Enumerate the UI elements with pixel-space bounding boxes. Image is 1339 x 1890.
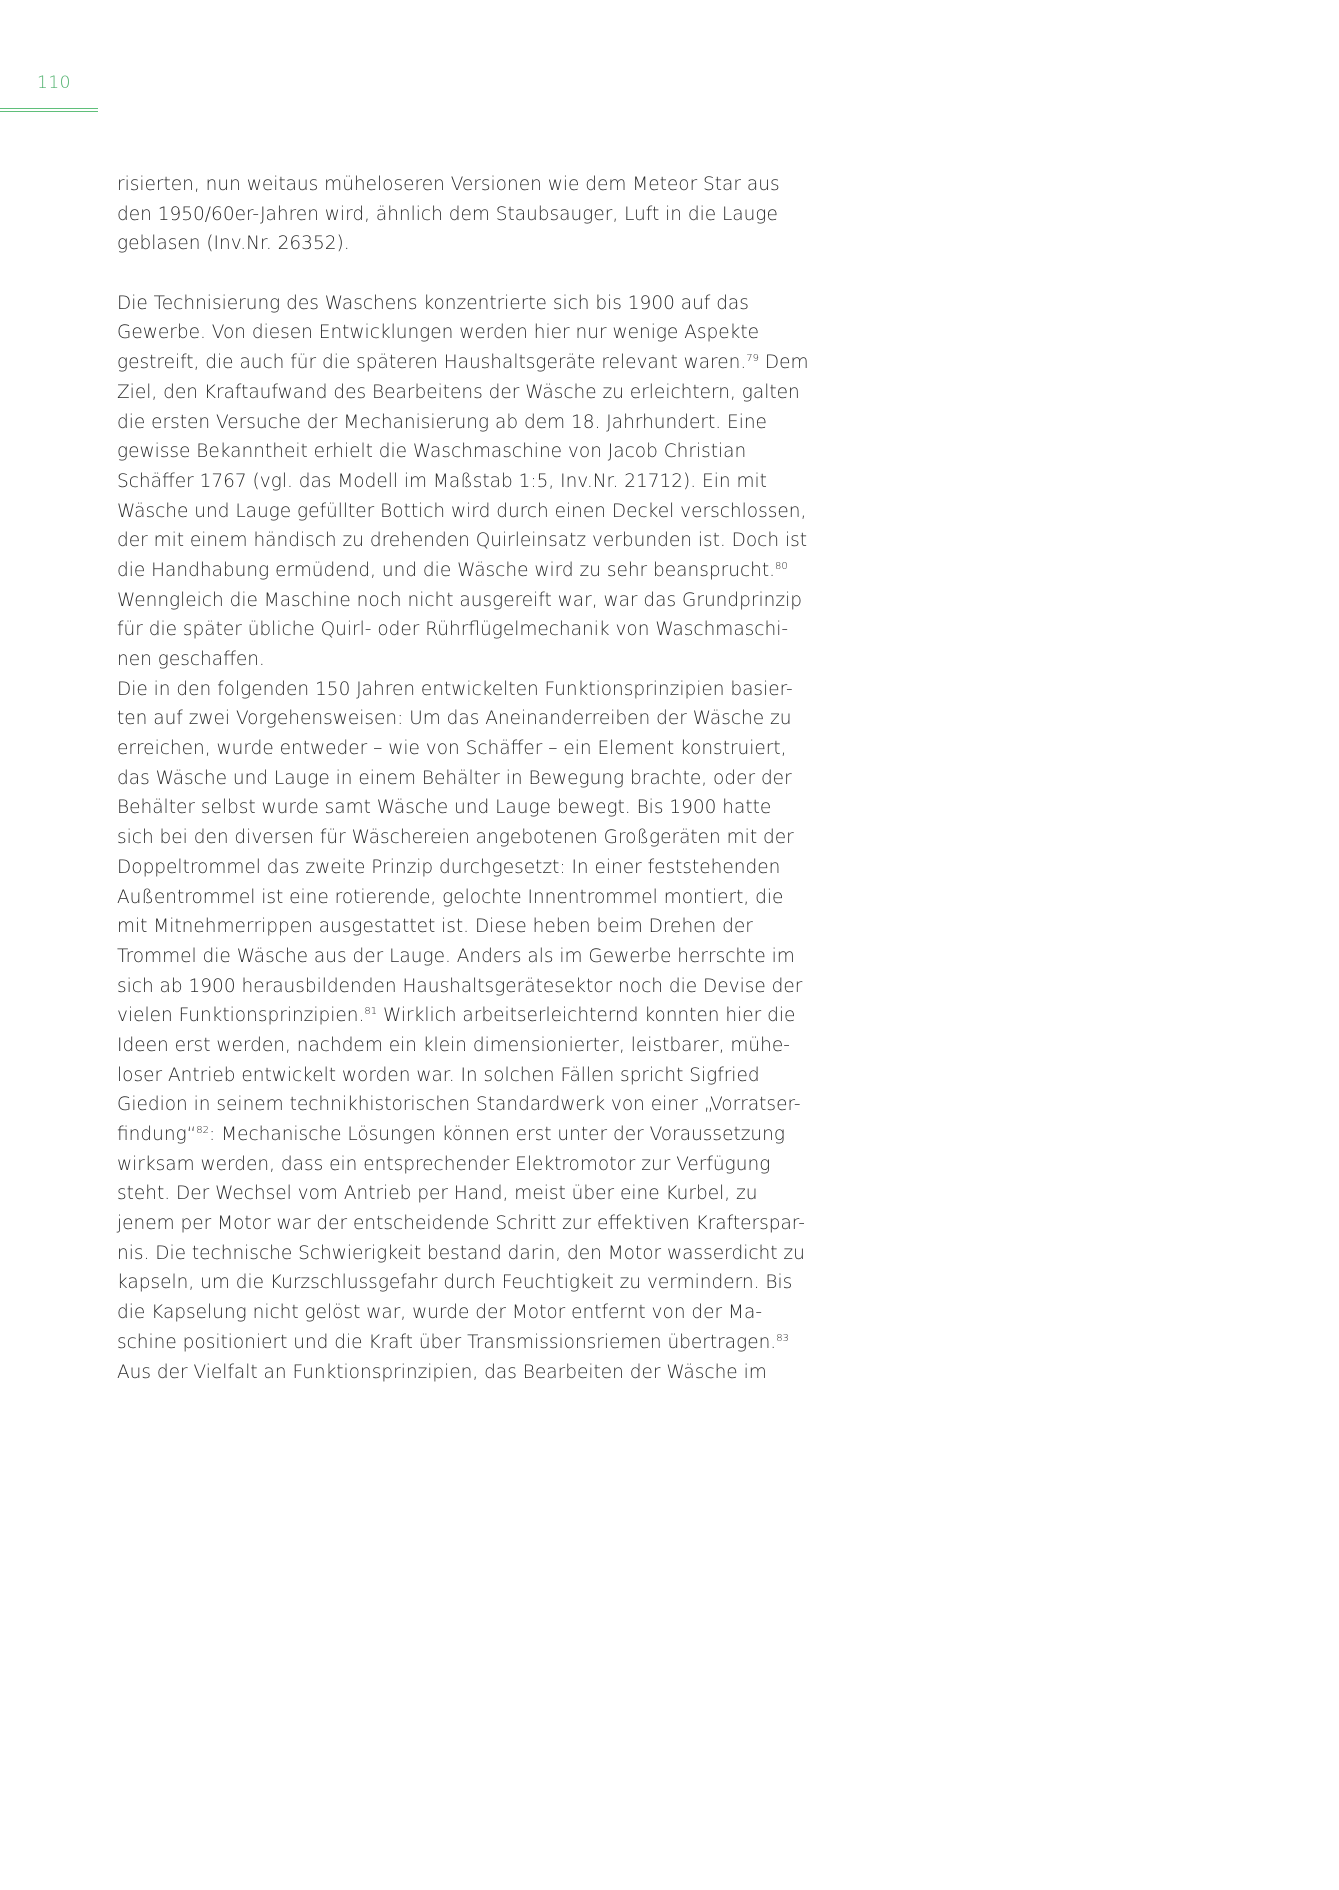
text-line: [117, 1090, 857, 1120]
text-segment: Wäsche und Lauge gefüllter Bottich wird durch einen Deckel verschlossen,: [117, 500, 807, 522]
text-segment: Wirklich arbeitserleichternd konnten hier die: [377, 1005, 796, 1027]
text-segment: nis. Die technische Schwierigkeit bestand darin, den Motor wasserdicht zu: [117, 1242, 805, 1264]
text-segment: geblasen (Inv.Nr. 26352).: [117, 233, 350, 255]
text-line: [117, 1031, 857, 1061]
text-line: [117, 170, 857, 200]
text-segment: die ersten Versuche der Mechanisierung ab dem 18. Jahrhundert. Eine: [117, 411, 767, 433]
text-segment: loser Antrieb entwickelt worden war. In solchen Fällen spricht Sigfried: [117, 1064, 760, 1086]
text-line: [117, 1239, 857, 1269]
text-line: [117, 615, 857, 645]
text-line: [117, 704, 857, 734]
text-segment: Trommel die Wäsche aus der Lauge. Anders als im Gewerbe herrschte im: [117, 945, 795, 967]
paragraph-gap: [117, 259, 857, 289]
header-rule-bottom: [0, 111, 98, 112]
footnote-marker: 82: [196, 1124, 209, 1136]
text-segment: die Kapselung nicht gelöst war, wurde der Motor entfernt von der Ma-: [117, 1302, 763, 1324]
text-segment: mit Mitnehmerrippen ausgestattet ist. Diese heben beim Drehen der: [117, 916, 753, 938]
text-line: [117, 972, 857, 1002]
body-text: [117, 170, 857, 1387]
text-line: [117, 823, 857, 853]
text-line: [117, 942, 857, 972]
text-line: [117, 1358, 857, 1388]
text-line: [117, 408, 857, 438]
text-segment: kapseln, um die Kurzschlussgefahr durch Feuchtigkeit zu vermindern. Bis: [117, 1272, 793, 1294]
text-segment: den 1950/60er-Jahren wird, ähnlich dem Staubsauger, Luft in die Lauge: [117, 203, 778, 225]
text-segment: Schäffer 1767 (vgl. das Modell im Maßstab 1:5, Inv.Nr. 21712). Ein mit: [117, 470, 767, 492]
text-segment: Ideen erst werden, nachdem ein klein dimensionierter, leistbarer, mühe-: [117, 1034, 790, 1056]
text-line: [117, 1328, 857, 1358]
text-segment: gestreift, die auch für die späteren Haushaltsgeräte relevant waren.: [117, 352, 747, 374]
text-segment: Außentrommel ist eine rotierende, gelochte Innentrommel montiert, die: [117, 886, 784, 908]
text-segment: steht. Der Wechsel vom Antrieb per Hand, meist über eine Kurbel, zu: [117, 1183, 758, 1205]
text-segment: Giedion in seinem technikhistorischen Standardwerk von einer „Vorratser-: [117, 1094, 801, 1116]
footnote-marker: 80: [774, 560, 788, 572]
text-segment: Aus der Vielfalt an Funktionsprinzipien, das Bearbeiten der Wäsche im: [117, 1361, 767, 1383]
text-segment: sich ab 1900 herausbildenden Haushaltsgerätesektor noch die Devise der: [117, 975, 803, 997]
text-line: [117, 526, 857, 556]
text-line: [117, 1179, 857, 1209]
text-segment: das Wäsche und Lauge in einem Behälter in Bewegung brachte, oder der: [117, 767, 792, 789]
text-segment: Doppeltrommel das zweite Prinzip durchgesetzt: In einer feststehenden: [117, 856, 781, 878]
text-line: [117, 348, 857, 378]
footnote-marker: 83: [776, 1332, 789, 1344]
text-segment: nen geschaffen.: [117, 649, 265, 670]
text-segment: gewisse Bekanntheit erhielt die Waschmaschine von Jacob Christian: [117, 441, 747, 463]
text-line: [117, 912, 857, 942]
text-segment: Die in den folgenden 150 Jahren entwickelten Funktionsprinzipien basier-: [117, 678, 793, 700]
text-line: [117, 1209, 857, 1239]
text-line: [117, 556, 857, 586]
text-line: [117, 497, 857, 527]
text-line: [117, 467, 857, 497]
text-segment: wirksam werden, dass ein entsprechender Elektromotor zur Verfügung: [117, 1153, 771, 1175]
text-line: [117, 1298, 857, 1328]
paragraph: [117, 170, 857, 259]
text-segment: für die später übliche Quirl- oder Rührflügelmechanik von Waschmaschi-: [117, 619, 789, 641]
text-segment: Wenngleich die Maschine noch nicht ausgereift war, war das Grundprinzip: [117, 589, 802, 611]
paragraph: [117, 289, 857, 675]
text-segment: Ziel, den Kraftaufwand des Bearbeitens der Wäsche zu erleichtern, galten: [117, 381, 800, 403]
text-line: [117, 1268, 857, 1298]
text-segment: risierten, nun weitaus müheloseren Versionen wie dem Meteor Star aus: [117, 174, 780, 195]
text-segment: Gewerbe. Von diesen Entwicklungen werden hier nur wenige Aspekte: [117, 322, 759, 344]
text-segment: die Handhabung ermüdend, und die Wäsche wird zu sehr beansprucht.: [117, 559, 775, 581]
text-line: [117, 645, 857, 675]
text-segment: schine positioniert und die Kraft über Transmissionsriemen übertragen.: [117, 1331, 777, 1353]
text-line: [117, 1001, 857, 1031]
text-segment: vielen Funktionsprinzipien.: [117, 1005, 365, 1027]
text-segment: ten auf zwei Vorgehensweisen: Um das Aneinanderreiben der Wäsche zu: [117, 708, 792, 730]
text-line: [117, 200, 857, 230]
text-line: [117, 586, 857, 616]
text-line: [117, 437, 857, 467]
text-segment: Die Technisierung des Waschens konzentrierte sich bis 1900 auf das: [117, 292, 749, 314]
text-line: [117, 378, 857, 408]
text-line: [117, 675, 857, 705]
text-line: [117, 229, 857, 259]
text-segment: : Mechanische Lösungen können erst unter der Voraussetzung: [209, 1124, 785, 1145]
footnote-marker: 79: [746, 352, 759, 364]
text-line: [117, 318, 857, 348]
page-number: 110: [37, 73, 71, 93]
text-line: [117, 853, 857, 883]
text-line: [117, 734, 857, 764]
text-line: [117, 793, 857, 823]
text-segment: Behälter selbst wurde samt Wäsche und Lauge bewegt. Bis 1900 hatte: [117, 797, 772, 819]
text-segment: jenem per Motor war der entscheidende Schritt zur effektiven Krafterspar-: [117, 1213, 805, 1235]
text-line: [117, 1150, 857, 1180]
text-line: [117, 1061, 857, 1091]
text-segment: erreichen, wurde entweder – wie von Schäffer – ein Element konstruiert,: [117, 738, 787, 760]
text-line: [117, 883, 857, 913]
text-line: [117, 1120, 857, 1150]
text-segment: Dem: [758, 352, 809, 374]
paragraph: [117, 675, 857, 1388]
text-line: [117, 289, 857, 319]
header-rule-top: [0, 108, 98, 109]
text-segment: der mit einem händisch zu drehenden Quirleinsatz verbunden ist. Doch ist: [117, 530, 807, 552]
footnote-marker: 81: [364, 1006, 378, 1018]
text-segment: findung“: [117, 1124, 197, 1145]
text-line: [117, 764, 857, 794]
text-segment: sich bei den diversen für Wäschereien angebotenen Großgeräten mit der: [117, 827, 794, 849]
